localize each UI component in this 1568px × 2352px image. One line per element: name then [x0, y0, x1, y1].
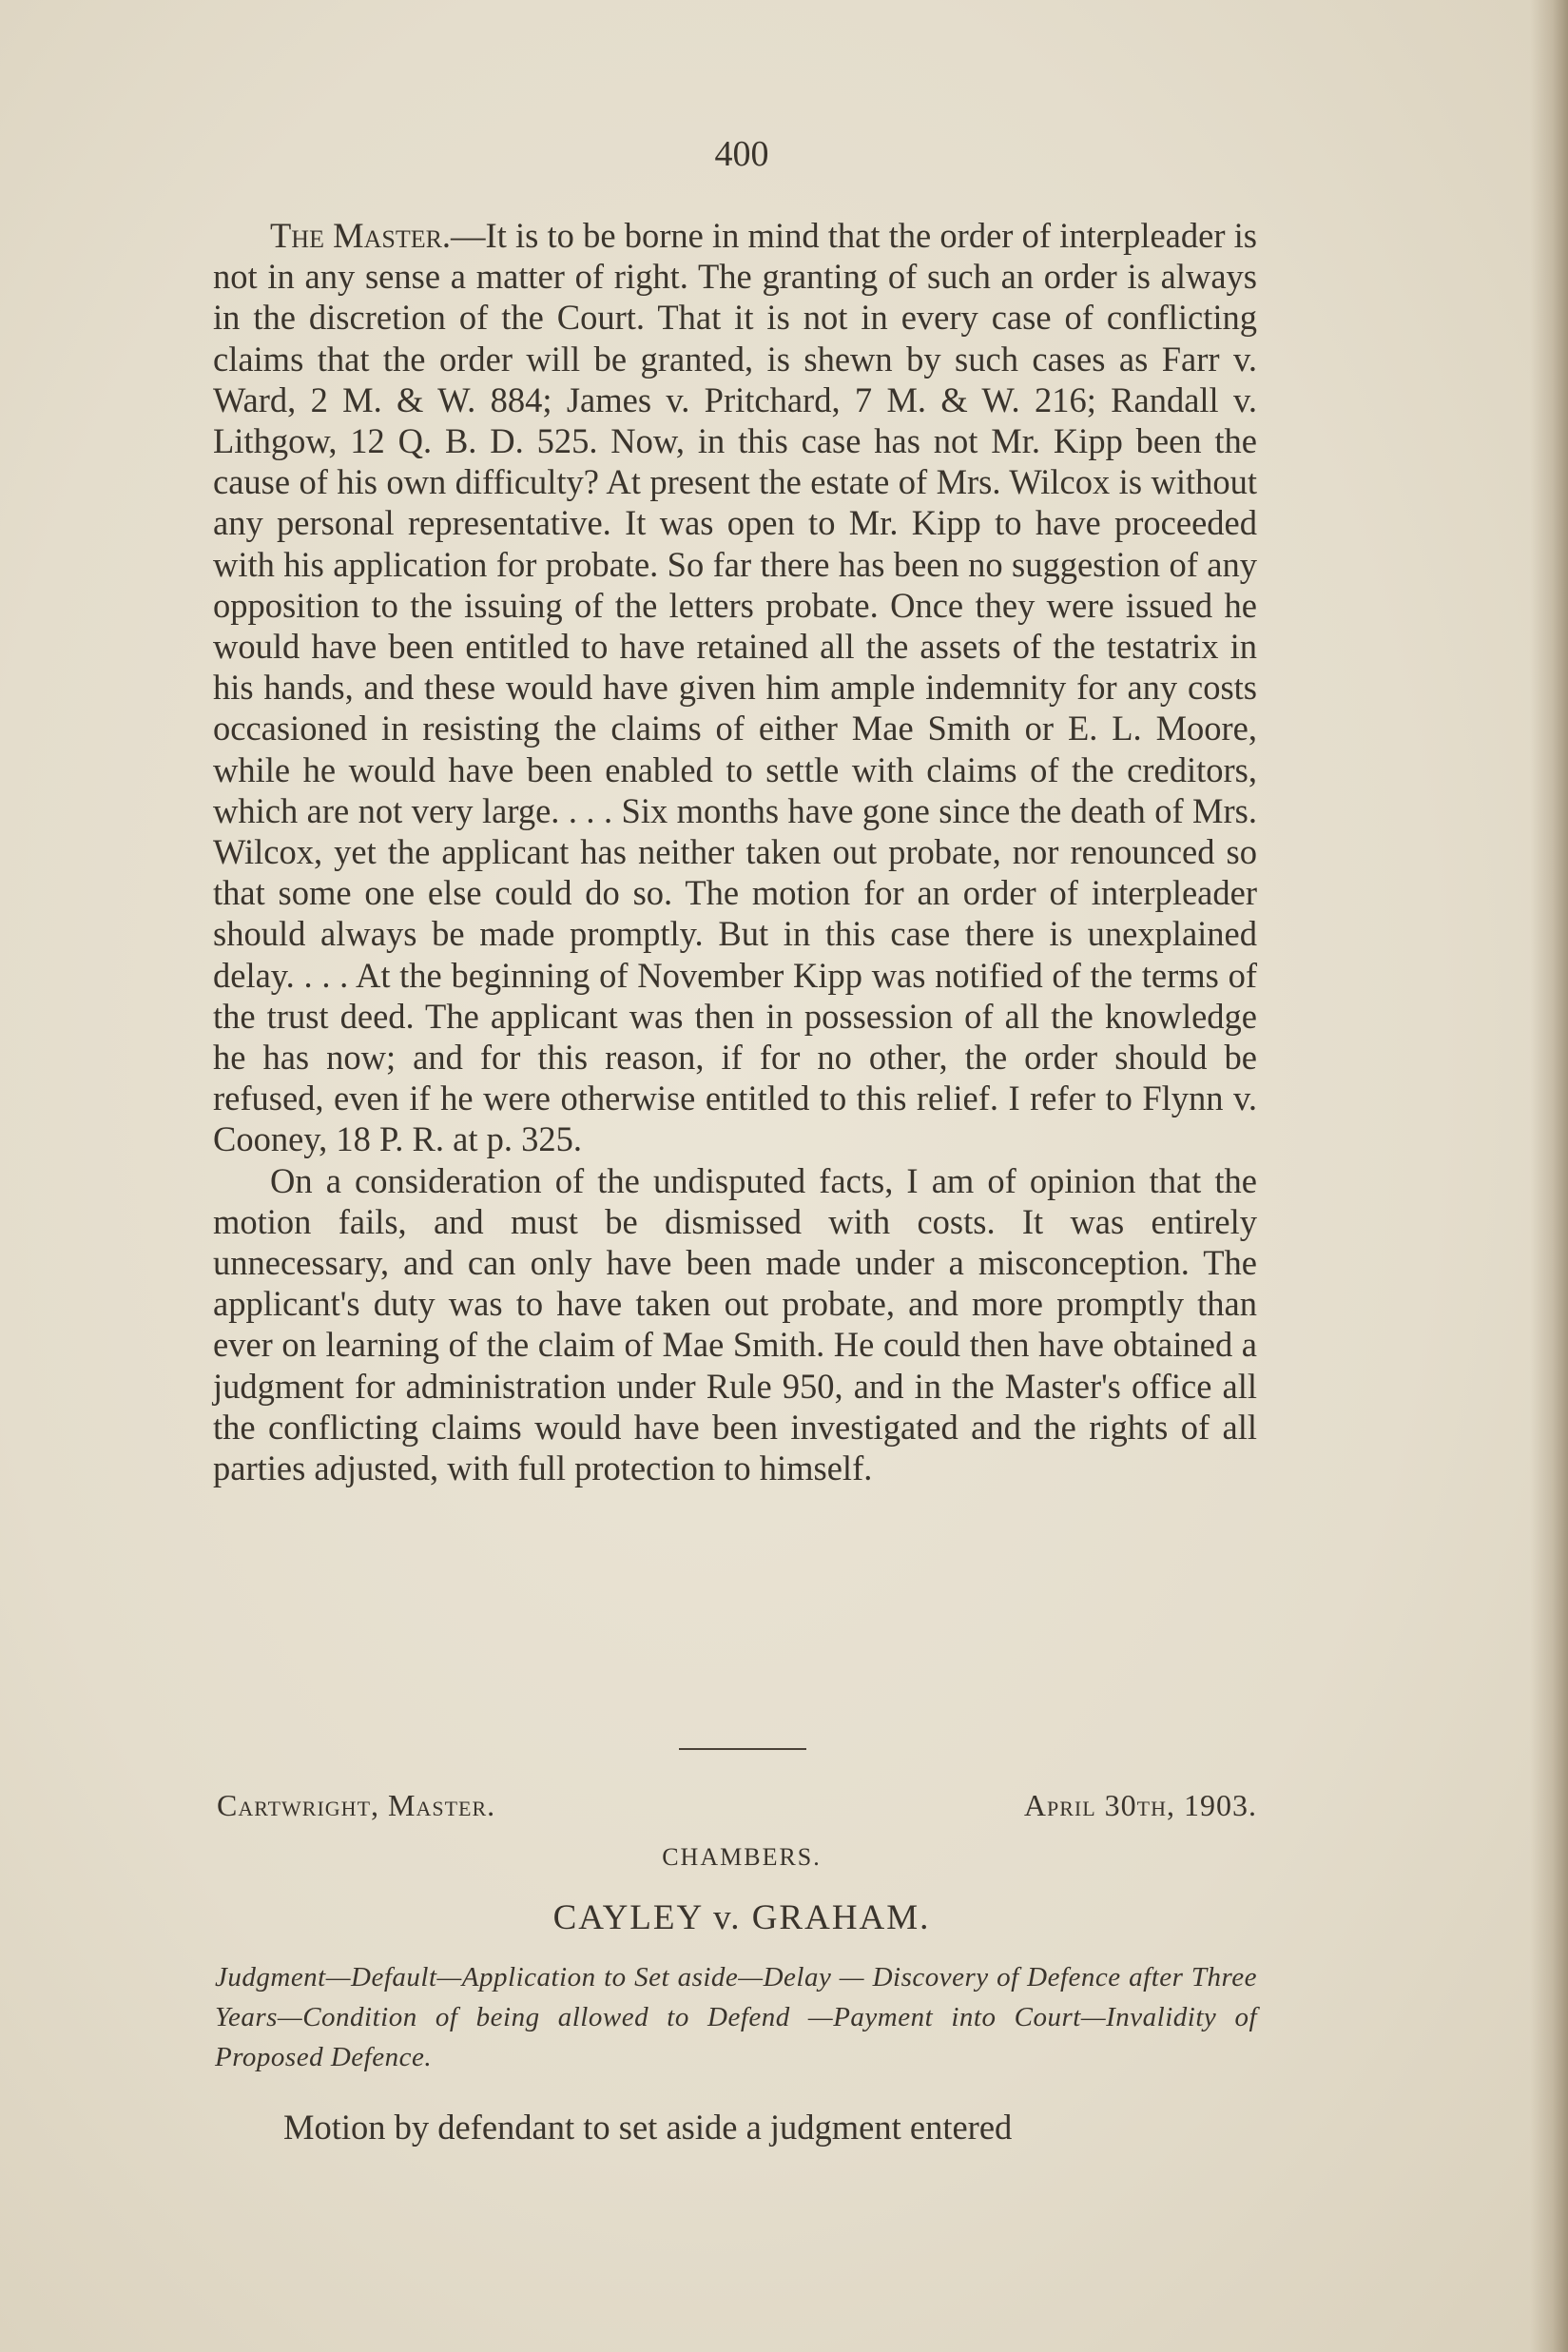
headnote: Judgment—Default—Application to Set aside—Delay — Discovery of Defence after Three Years—Condition of being allowed to Defend —Payment into Court—Invalidity of Proposed Defence. [215, 1962, 1257, 2072]
paragraph-text: On a consideration of the undisputed facts, I am of opinion that the motion fails, and must be dismissed with costs. It was entirely unnecessary, and can only have been made under a misconception. The applicant's duty was to have taken out probate, and more promptly than ever on learning of the claim of Mae Smith. He could then have obtained a judgment for administration under Rule 950, and in the Master's office all the conflicting claims would have been investigated and the rights of all parties adjusted, with full protection to himself. [213, 1160, 1257, 1488]
case-title: CAYLEY v. GRAHAM. [552, 1898, 931, 1937]
judgment-text [213, 215, 1257, 1488]
speaker-lead: The Master. [270, 216, 452, 255]
page-edge-shadow [1530, 0, 1568, 2352]
motion-text: Motion by defendant to set aside a judgment entered [283, 2108, 1013, 2147]
page-number: 400 [714, 134, 769, 174]
signature-author: Cartwright, Master. [217, 1788, 496, 1822]
paragraph-decision [213, 1160, 1257, 1489]
section-divider [679, 1748, 806, 1750]
paragraph-master-remarks [213, 215, 1257, 1160]
paragraph-text: —It is to be borne in mind that the order of interpleader is not in any sense a matter of right. The granting of such an order is always in the discretion of the Court. That it is not in every case of conflicting claims that the order will be granted, is shewn by such cases as Farr v. Ward, 2 M. & W. 884; James v. Pritchard, 7 M. & W. 216; Randall v. Lithgow, 12 Q. B. D. 525. Now, in this case has not Mr. Kipp been the cause of his own difficulty? At present the estate of Mrs. Wilcox is without any personal representative. It was open to Mr. Kipp to have proceeded with his application for probate. So far there has been no suggestion of any opposition to the issuing of the letters probate. Once they were issued he would have been entitled to have retained all the assets of the testatrix in his hands, and these would have given him ample indemnity for any costs occasioned in resisting the claims of either Mae Smith or E. L. Moore, while he would have been enabled to settle with claims of the creditors, which are not very large. . . . Six months have gone since the death of Mrs. Wilcox, yet the applicant has neither taken out probate, nor renounced so that some one else could do so. The motion for an order of interpleader should always be made promptly. But in this case there is unexplained delay. . . . At the beginning of November Kipp was notified of the terms of the trust deed. The applicant was then in possession of all the knowledge he has now; and for this reason, if for no other, the order should be refused, even if he were otherwise entitled to this relief. I refer to Flynn v. Cooney, 18 P. R. at p. 325. [213, 216, 1257, 1159]
court-heading: CHAMBERS. [662, 1843, 822, 1871]
signature-date: April 30th, 1903. [1023, 1788, 1257, 1822]
